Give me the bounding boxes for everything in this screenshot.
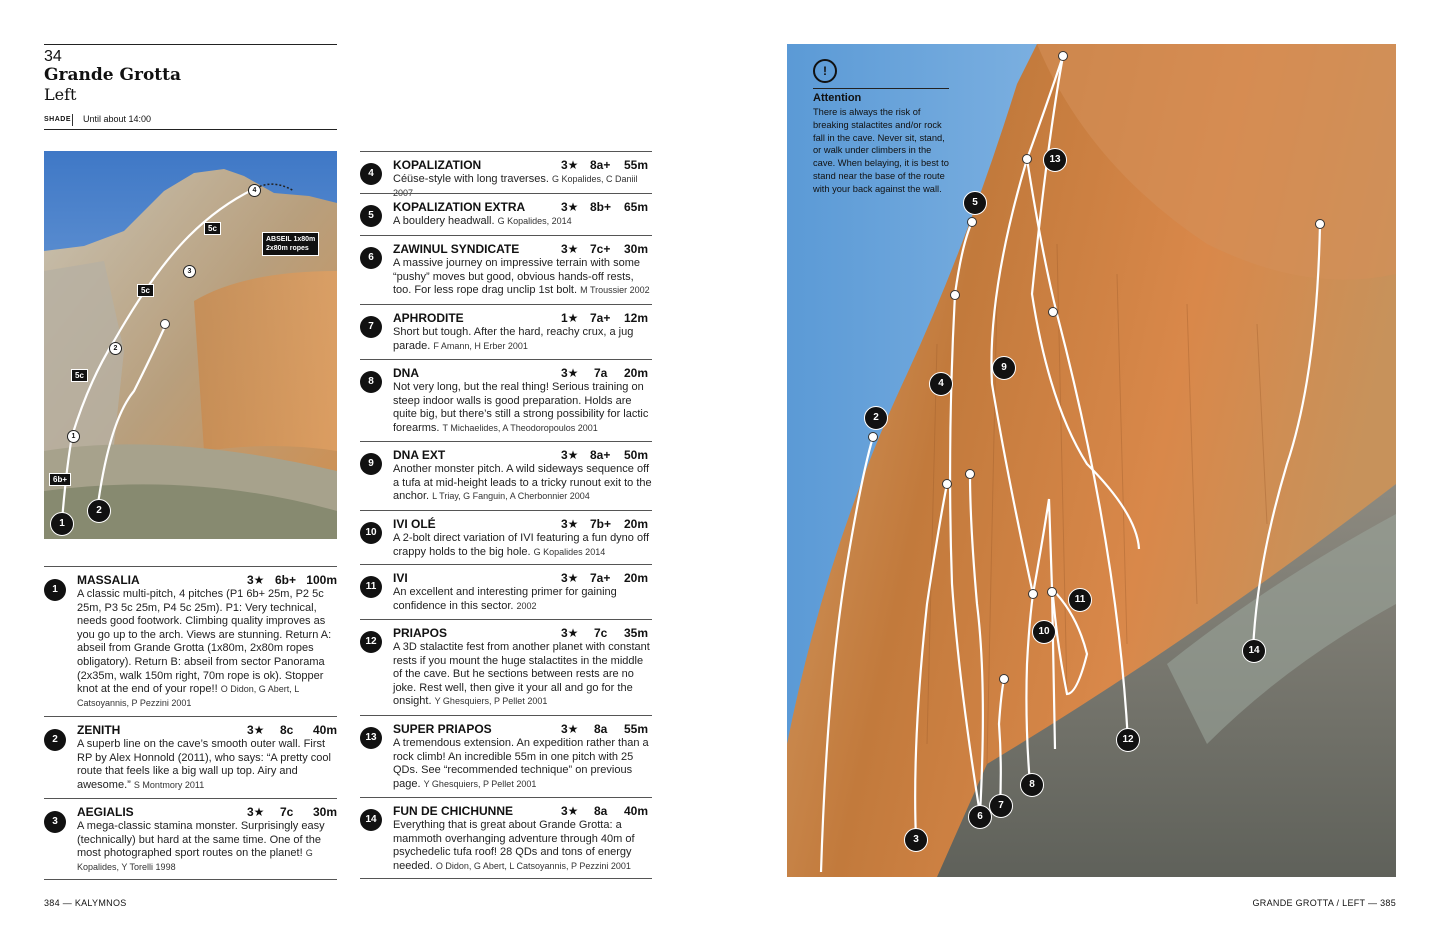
route-description-text: A massive journey on impressive terrain with some “pushy” moves but good, obvious hands-off rests, too. For less rope drag unclip 1st bolt. xyxy=(393,257,640,297)
route-length: 50m xyxy=(623,448,648,462)
shade-label: SHADE xyxy=(44,116,72,123)
route-length: 65m xyxy=(623,200,648,214)
route-credit: G Kopalides, Y Torelli 1998 xyxy=(77,848,313,872)
route-stars: 3★ xyxy=(247,723,265,737)
route-entry xyxy=(360,193,652,236)
route-description-text: Not very long, but the real thing! Serious training on steep indoor walls is good preparation. Holds are quite big, but there’s still a strong possibility for lactic forearms. xyxy=(393,381,649,434)
shade-info xyxy=(44,113,337,130)
route-grade: 8c xyxy=(280,723,294,737)
route-number-badge: 6 xyxy=(360,247,382,269)
route-grade: 7a xyxy=(594,366,608,380)
route-stars: 3★ xyxy=(561,242,579,256)
route-description xyxy=(77,588,337,710)
route-length: 20m xyxy=(623,571,648,585)
route-entry xyxy=(360,359,652,442)
attention-title: Attention xyxy=(813,92,862,104)
pitch-grade-label: 5c xyxy=(71,369,88,382)
route-description-text: Everything that is great about Grande Grotta: a mammoth overhanging adventure through 40m of psychedelic tufa roof! 28 QDs and tons of energy needed. xyxy=(393,819,635,872)
route-name: IVI xyxy=(393,571,408,585)
crag-overview-photo xyxy=(44,151,337,539)
route-description xyxy=(393,819,655,873)
route-entry xyxy=(44,798,337,879)
route-entry xyxy=(360,510,652,565)
pitch-grade-label: 6b+ xyxy=(49,473,71,486)
abseil-label-line: 2x80m ropes xyxy=(266,245,309,252)
crag-overview-illustration xyxy=(44,151,337,539)
shade-separator xyxy=(72,114,73,126)
route-stars: 3★ xyxy=(561,626,579,640)
route-description xyxy=(393,737,655,791)
route-grade: 7a+ xyxy=(590,311,611,325)
route-credit: O Didon, G Abert, L Catsoyannis, P Pezzini 2001 xyxy=(77,684,299,708)
route-marker-13: 13 xyxy=(1043,148,1067,172)
attention-text: There is always the risk of breaking stalactites and/or rock fall in the cave. Never sit, stand, or walk under climbers in the cave. When belaying, it is best to stand near the base of the route with your back against the wall. xyxy=(813,107,949,194)
route-credit: L Triay, G Fanguin, A Cherbonnier 2004 xyxy=(432,491,590,502)
route-credit: M Troussier 2002 xyxy=(580,285,650,296)
route-description-text: An excellent and interesting primer for gaining confidence in this sector. xyxy=(393,586,617,612)
route-entry xyxy=(360,441,652,510)
route-credit: Y Ghesquiers, P Pellet 2001 xyxy=(423,778,537,789)
route-description xyxy=(393,257,655,298)
route-stars: 3★ xyxy=(561,366,579,380)
route-description xyxy=(393,215,655,229)
route-length: 40m xyxy=(623,804,648,818)
column-bottom-rule xyxy=(44,879,337,880)
route-entry xyxy=(360,564,652,619)
exclamation-circle-icon: ! xyxy=(813,59,837,83)
route-grade: 7b+ xyxy=(590,517,612,531)
route-entry xyxy=(360,151,652,198)
section-subtitle: Left xyxy=(44,85,77,104)
route-number-badge: 8 xyxy=(360,371,382,393)
route-entry xyxy=(360,619,652,715)
route-number-badge: 2 xyxy=(44,729,66,751)
route-description xyxy=(393,641,655,709)
route-number-badge: 5 xyxy=(360,205,382,227)
route-description xyxy=(77,738,339,792)
route-marker-4: 4 xyxy=(929,372,953,396)
pitch-grade-label: 5c xyxy=(137,284,154,297)
route-entry xyxy=(360,715,652,798)
route-name: KOPALIZATION EXTRA xyxy=(393,200,526,214)
route-marker-12: 12 xyxy=(1116,728,1140,752)
route-marker-7: 7 xyxy=(989,794,1013,818)
route-number-badge: 10 xyxy=(360,522,382,544)
route-name: PRIAPOS xyxy=(393,626,448,640)
route-stars: 3★ xyxy=(561,571,579,585)
route-number-badge: 3 xyxy=(44,811,66,833)
route-description-text: Short but tough. After the hard, reachy crux, a jug parade. xyxy=(393,326,634,352)
route-marker-2: 2 xyxy=(864,406,888,430)
route-description xyxy=(393,532,655,559)
route-description-text: Céüse-style with long traverses. xyxy=(393,173,549,185)
route-marker-6: 6 xyxy=(968,805,992,829)
route-credit: S Montmory 2011 xyxy=(133,779,205,790)
route-marker-2: 2 xyxy=(87,499,111,523)
route-marker-5: 5 xyxy=(963,191,987,215)
route-stars: 3★ xyxy=(561,200,579,214)
route-name: FUN DE CHICHUNNE xyxy=(393,804,513,818)
route-description-text: A classic multi-pitch, 4 pitches (P1 6b+ 25m, P2 5c 25m, P3 5c 25m, P4 5c 25m). P1: Very technical, needs good footwork. Climbing quality improves as you go up to the arch. Views are stunning. Return A: abseil from Grande Grotta (1x80m, 2x80m ropes obligatory). Return B: abseil from sector Panorama (2x35m, walk 150m right, 70m rope is ok). Stopper knot at the end of your rope!! xyxy=(77,588,332,696)
route-marker-3: 3 xyxy=(904,828,928,852)
route-credit: O Didon, G Abert, L Catsoyannis, P Pezzini 2001 xyxy=(435,860,631,871)
route-name: ZAWINUL SYNDICATE xyxy=(393,242,520,256)
pitch-grade-label: 5c xyxy=(204,222,221,235)
route-entry xyxy=(360,235,652,304)
route-credit: F Amann, H Erber 2001 xyxy=(433,340,528,351)
route-description-text: A tremendous extension. An expedition rather than a rock climb! An incredible 55m in one pitch with 25 QDs. See “recommended technique” on previous page. xyxy=(393,737,649,790)
route-credit: G Kopalides 2014 xyxy=(533,546,606,557)
route-stars: 1★ xyxy=(561,311,579,325)
route-stars: 3★ xyxy=(561,158,579,172)
route-length: 55m xyxy=(623,722,648,736)
route-name: IVI OLÉ xyxy=(393,517,436,531)
column-bottom-rule xyxy=(360,878,652,879)
route-stars: 3★ xyxy=(561,804,579,818)
route-credit: 2002 xyxy=(516,600,537,611)
route-length: 12m xyxy=(623,311,648,325)
section-title: Grande Grotta xyxy=(44,65,182,85)
route-entry xyxy=(360,304,652,359)
route-description-text: Another monster pitch. A wild sideways sequence off a tufa at mid-height leads to a tricky runout exit to the anchor. xyxy=(393,463,652,503)
route-description-text: A mega-classic stamina monster. Surprisingly easy (technically) but hard at the same time. One of the most photographed sport routes on the planet! xyxy=(77,820,325,860)
route-marker-1: 1 xyxy=(50,512,74,536)
route-stars: 3★ xyxy=(561,517,579,531)
route-length: 30m xyxy=(623,242,648,256)
route-length: 100m xyxy=(306,573,337,587)
attention-rule xyxy=(813,88,949,89)
section-number: 34 xyxy=(44,48,62,65)
route-length: 35m xyxy=(623,626,648,640)
route-stars: 3★ xyxy=(247,573,265,587)
route-description-text: A 2-bolt direct variation of IVI featuring a fun dyno off crappy holds to the big hole. xyxy=(393,532,650,558)
route-number-badge: 14 xyxy=(360,809,382,831)
header-top-rule xyxy=(44,44,337,45)
route-description xyxy=(393,381,655,435)
page-footer-left: 384 — KALYMNOS xyxy=(44,898,127,908)
route-name: DNA EXT xyxy=(393,448,446,462)
route-name: APHRODITE xyxy=(393,311,464,325)
route-stars: 3★ xyxy=(561,722,579,736)
route-description xyxy=(77,820,337,874)
route-grade: 7a+ xyxy=(590,571,611,585)
pitch-marker: 3 xyxy=(183,265,196,278)
route-marker-10: 10 xyxy=(1032,620,1056,644)
route-credit: G Kopalides, C Daniil 2007 xyxy=(393,174,638,198)
route-grade: 6b+ xyxy=(275,573,297,587)
route-marker-9: 9 xyxy=(992,356,1016,380)
route-description-text: A bouldery headwall. xyxy=(393,215,495,227)
route-grade: 7c xyxy=(594,626,608,640)
route-grade: 8b+ xyxy=(590,200,612,214)
pitch-marker: 4 xyxy=(248,184,261,197)
route-description xyxy=(393,463,655,504)
route-grade: 8a xyxy=(594,804,608,818)
route-marker-11: 11 xyxy=(1068,588,1092,612)
route-description-text: A 3D stalactite fest from another planet with constant rests if you mount the huge stalactites in the middle of the cave. But he sections between rests are no joke. Rest well, then give it your all and go for the onsight. xyxy=(393,641,650,708)
abseil-label-line: ABSEIL 1x80m xyxy=(266,236,316,243)
route-number-badge: 11 xyxy=(360,576,382,598)
route-credit: G Kopalides, 2014 xyxy=(497,216,572,226)
route-marker-8: 8 xyxy=(1020,773,1044,797)
route-grade: 8a+ xyxy=(590,158,611,172)
abseil-label xyxy=(262,232,319,256)
route-number-badge: 7 xyxy=(360,316,382,338)
route-length: 40m xyxy=(312,723,337,737)
route-marker-14: 14 xyxy=(1242,639,1266,663)
route-stars: 3★ xyxy=(561,448,579,462)
route-number-badge: 4 xyxy=(360,163,382,185)
route-number-badge: 12 xyxy=(360,631,382,653)
route-credit: Y Ghesquiers, P Pellet 2001 xyxy=(434,696,548,707)
shade-value: Until about 14:00 xyxy=(83,114,152,124)
route-entry xyxy=(360,797,652,878)
route-name: ZENITH xyxy=(77,723,121,737)
route-length: 30m xyxy=(312,805,337,819)
route-entry xyxy=(44,716,337,799)
route-entry xyxy=(44,566,337,715)
pitch-marker: 2 xyxy=(109,342,122,355)
route-grade: 8a+ xyxy=(590,448,611,462)
route-number-badge: 1 xyxy=(44,579,66,601)
route-name: AEGIALIS xyxy=(77,805,134,819)
route-grade: 8a xyxy=(594,722,608,736)
route-description xyxy=(393,326,655,353)
route-length: 55m xyxy=(623,158,648,172)
pitch-marker: 1 xyxy=(67,430,80,443)
route-stars: 3★ xyxy=(247,805,265,819)
route-number-badge: 9 xyxy=(360,453,382,475)
route-grade: 7c+ xyxy=(590,242,611,256)
route-credit: T Michaelides, A Theodoropoulos 2001 xyxy=(442,422,598,433)
route-name: KOPALIZATION xyxy=(393,158,482,172)
route-name: MASSALIA xyxy=(77,573,140,587)
route-name: SUPER PRIAPOS xyxy=(393,722,492,736)
route-length: 20m xyxy=(623,517,648,531)
route-description-text: A superb line on the cave’s smooth outer wall. First RP by Alex Honnold (2011), who says: “A pretty cool route that feels like a big wall up top. Airy and awesome.” xyxy=(77,738,331,791)
route-length: 20m xyxy=(623,366,648,380)
route-name: DNA xyxy=(393,366,419,380)
route-description xyxy=(393,586,655,613)
route-grade: 7c xyxy=(280,805,294,819)
page-footer-right: GRANDE GROTTA / LEFT — 385 xyxy=(1252,898,1396,908)
route-number-badge: 13 xyxy=(360,727,382,749)
